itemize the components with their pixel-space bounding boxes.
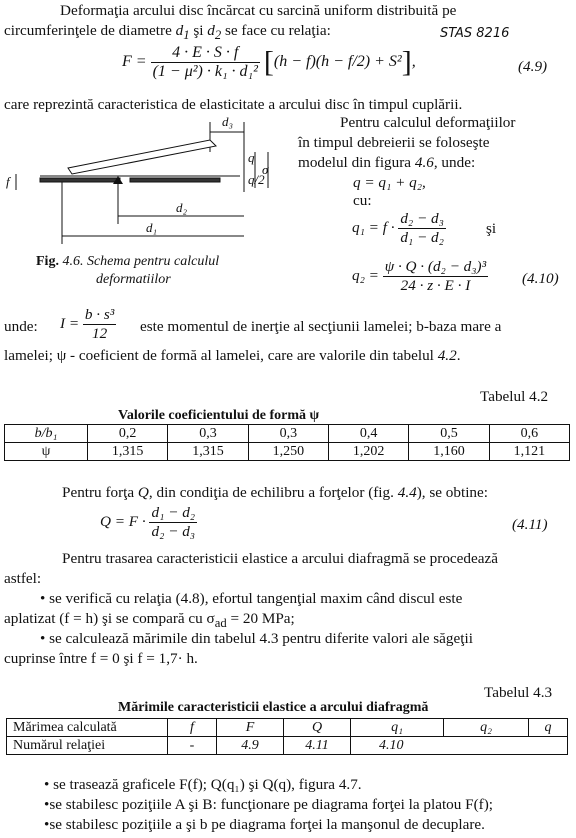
subscript: 2 [214, 28, 222, 43]
eq-number-4-10: (4.10) [522, 270, 559, 287]
paragraph-line: astfel: [4, 570, 42, 587]
bullet-line: •se stabilesc poziţiile a şi b pe diagrama forţei la manşonul de decuplare. [44, 816, 485, 833]
subscript: ad [214, 616, 227, 631]
table-cell: 1,121 [489, 443, 569, 461]
bullet-line: • se verifică cu relaţia (4.8), efortul tangenţial maxim când discul este [40, 590, 463, 607]
caption-number: 4.6. [62, 254, 84, 269]
table-cell: 1,315 [88, 443, 168, 461]
bracket-open: [ [263, 45, 274, 79]
caption-fig: Fig. [36, 254, 63, 269]
table-cell: 4.10 [351, 737, 568, 755]
table-label: Tabelul 4.3 [484, 684, 553, 701]
text-run: se face cu relaţia: [221, 22, 331, 39]
eq-numerator: 4 · E · S · f [151, 44, 260, 63]
label-q: q [248, 150, 255, 165]
table-cell: 0,5 [409, 425, 489, 443]
eq-fraction [149, 504, 197, 541]
label-d3: d₃ [222, 114, 234, 129]
symbol-d: d [207, 22, 215, 39]
eq-numerator: ψ · Q · (d₂ − d₃)³ [384, 258, 487, 275]
text-run: , din condiţia de echilibru a forţelor (fig. [148, 484, 398, 501]
eq-denominator: d₁ − d₂ [400, 229, 444, 246]
bullet-line: cuprinse între f = 0 şi f = 1,7· h. [4, 650, 198, 667]
table-cell: ψ [5, 443, 88, 461]
eq-fraction [83, 306, 116, 343]
eq-fraction [398, 210, 446, 247]
paragraph-line: este momentul de inerţie al secţiunii lamelei; b-baza mare a [140, 318, 502, 335]
eq-bracket-content: (h − f)(h − f/2) + S² [273, 53, 402, 71]
table-cell: Numărul relaţiei [7, 737, 168, 755]
paragraph-line: Deformaţia arcului disc încărcat cu sarcină uniform distribuită pe [60, 2, 457, 19]
paragraph-line: unde: [4, 318, 38, 335]
bullet-line: • se trasează graficele F(f); Q(q₁) şi Q(q), figura 4.7. [44, 776, 362, 793]
label-cu: cu: [353, 192, 372, 209]
table-cell: 0,3 [248, 425, 328, 443]
eq-numerator: d₂ − d₃ [400, 210, 444, 227]
text-run: modelul din figura [298, 154, 415, 171]
table-cell: 1,250 [248, 443, 328, 461]
equation-q1 [352, 210, 446, 247]
eq-lhs: q₁ = f · [352, 218, 395, 236]
eq-fraction [383, 258, 488, 295]
table-title: Mărimile caracteristicii elastice a arcului diafragmă [118, 700, 429, 715]
text-run: = 20 MPa; [226, 610, 295, 627]
label-q2: q/2 [248, 172, 265, 187]
bullet-line: •se stabilesc poziţiile A şi B: funcţionare pe diagrama forţei la platou F(f); [44, 796, 494, 813]
eq-denominator: 12 [92, 325, 108, 342]
figure-4-6 [0, 112, 290, 272]
equation-4-11 [100, 504, 197, 541]
text-run: . [456, 347, 461, 364]
table-4-2 [4, 424, 570, 461]
eq-denominator: d₂ − d₃ [151, 523, 196, 540]
eq-lhs: F = [122, 53, 147, 71]
eq-numerator: d₁ − d₂ [151, 504, 196, 521]
table-row [7, 719, 568, 737]
text-run: circumferinţele de diametre [4, 22, 176, 39]
bullet-line [4, 610, 295, 631]
eq-number-4-9: (4.9) [518, 58, 548, 75]
handwritten-stamp: STAS 8216 [440, 26, 510, 41]
eq-lhs: I = [60, 314, 80, 332]
symbol-d: d [175, 22, 184, 39]
eq-number-4-11: (4.11) [512, 516, 548, 533]
eq-denominator: (1 − μ²) · k₁ · d₁² [152, 63, 258, 80]
text-run: lamelei; ψ - coeficient de formă al lamelei, care are valorile din tabelul [4, 347, 438, 364]
figure-caption-line2: deformatiilor [96, 272, 171, 287]
bullet-line: • se calculează mărimile din tabelul 4.3 pentru diferite valori ale săgeţii [40, 630, 473, 647]
table-cell: 1,315 [168, 443, 248, 461]
bracket-close: ] [401, 45, 412, 79]
equation-I [60, 306, 116, 343]
table-cell: 4.9 [217, 737, 284, 755]
table-title: Valorile coeficientului de formă ψ [118, 408, 320, 423]
table-cell: b/b₁ [5, 425, 88, 443]
label-f: f [6, 174, 10, 189]
table-cell: q₂ [444, 719, 529, 737]
table-cell: - [168, 737, 217, 755]
table-cell: q [529, 719, 568, 737]
eq-tail: , [411, 53, 416, 71]
paragraph-line [62, 484, 488, 502]
word-si: şi [486, 220, 497, 237]
lamella [68, 140, 216, 174]
text-run: , unde: [433, 154, 476, 171]
table-row [5, 425, 570, 443]
table-cell: Q [284, 719, 351, 737]
table-cell: Mărimea calculată [7, 719, 168, 737]
symbol-Q: Q [137, 484, 149, 501]
table-cell: 1,160 [409, 443, 489, 461]
table-cell: 0,2 [88, 425, 168, 443]
eq-numerator: b · s³ [84, 306, 115, 323]
table-cell: 0,3 [168, 425, 248, 443]
paragraph-line [4, 347, 460, 365]
figure-caption [36, 254, 219, 270]
eq-lhs: Q = F · [100, 512, 146, 530]
hatched-support [130, 178, 220, 182]
paragraph-line: în timpul debreierii se foloseşte [298, 134, 490, 151]
fig-ref: 4.6 [414, 154, 434, 171]
text-run: ), se obtine: [416, 484, 488, 501]
table-label: Tabelul 4.2 [480, 388, 549, 405]
table-cell: f [168, 719, 217, 737]
equation-4-9 [122, 44, 416, 81]
table-cell: 1,202 [328, 443, 408, 461]
caption-text: Schema pentru calculul [83, 254, 220, 269]
label-d2: d₂ [176, 200, 188, 215]
text-run: aplatizat (f = h) şi se compară cu σ [4, 610, 215, 627]
equation-q: q = q₁ + q₂, [353, 174, 426, 191]
subscript: 1 [183, 28, 190, 43]
eq-fraction [151, 44, 260, 81]
text-run: Pentru forţa [62, 484, 138, 501]
fig-ref: 4.4 [397, 484, 417, 501]
table-row [7, 737, 568, 755]
eq-lhs: q₂ = [352, 266, 379, 284]
table-cell: 0,4 [328, 425, 408, 443]
table-cell: F [217, 719, 284, 737]
table-ref: 4.2 [437, 347, 457, 364]
table-4-3 [6, 718, 568, 755]
paragraph-line [298, 154, 475, 172]
table-cell: 4.11 [284, 737, 351, 755]
paragraph-line: care reprezintă caracteristica de elasticitate a arcului disc în timpul cuplării. [4, 96, 463, 113]
text-run: şi [189, 22, 208, 39]
label-sigma: σ [262, 162, 269, 177]
paragraph-line: Pentru calculul deformaţiilor [340, 114, 516, 131]
equation-q2 [352, 258, 488, 295]
label-d1: d₁ [146, 220, 158, 235]
hatched-support [40, 178, 120, 182]
paragraph-line [4, 22, 331, 43]
table-cell: q₁ [351, 719, 444, 737]
paragraph-line: Pentru trasarea caracteristicii elastice a arcului diafragmă se procedează [62, 550, 498, 567]
table-cell: 0,6 [489, 425, 569, 443]
eq-denominator: 24 · z · E · I [400, 277, 471, 294]
table-row [5, 443, 570, 461]
